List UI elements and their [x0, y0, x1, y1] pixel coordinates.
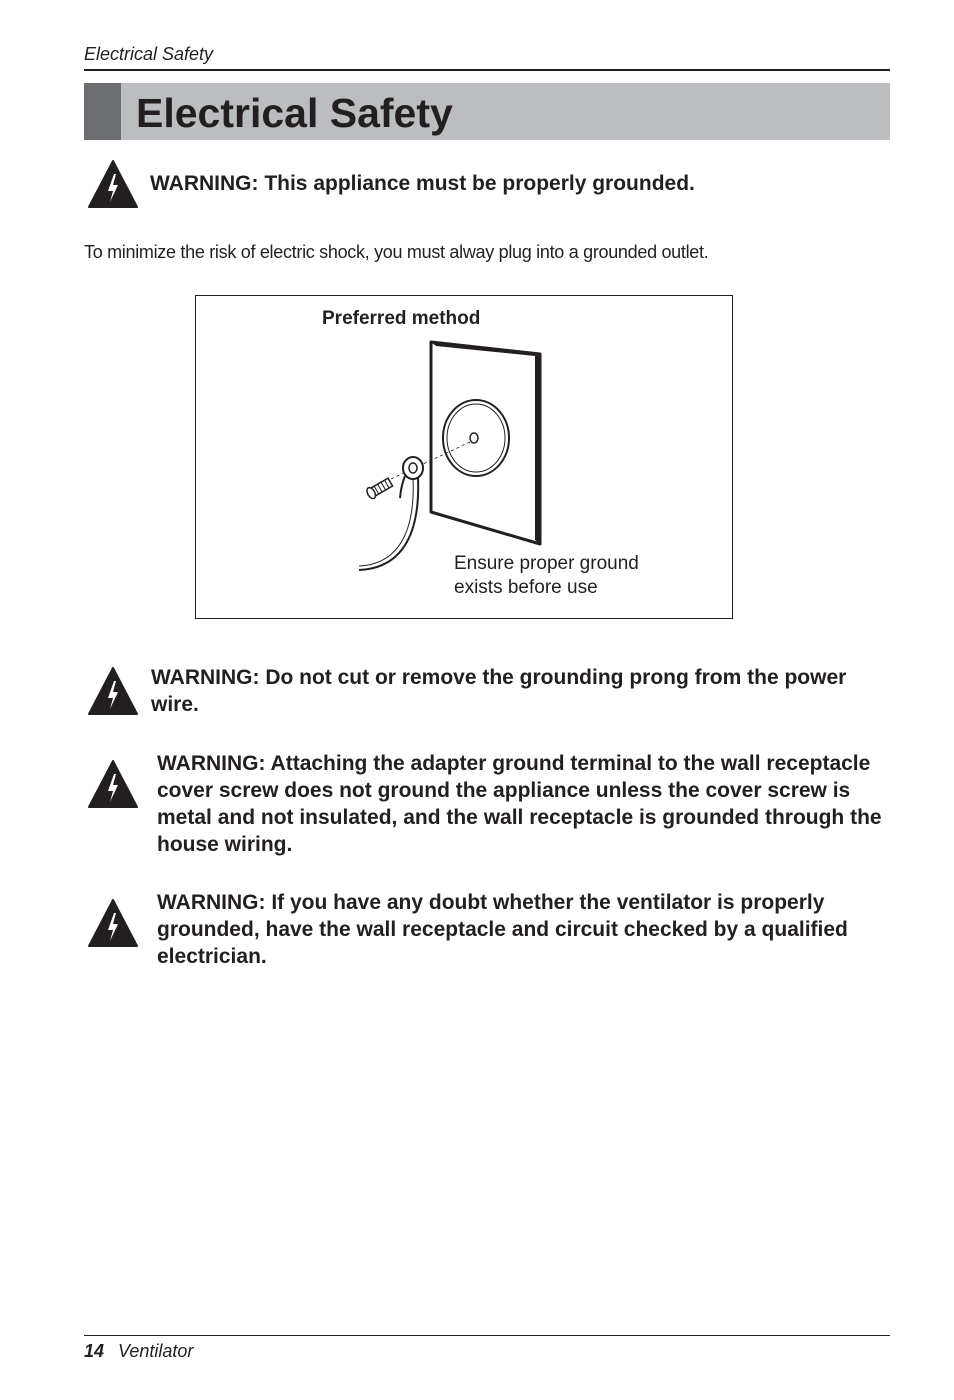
page-title: Electrical Safety: [136, 90, 453, 136]
warning-qualified-electrician: WARNING: If you have any doubt whether the ventilator is properly grounded, have the wall receptacle and circuit checked by a qualified electrician.: [157, 891, 848, 968]
figure-caption-line2: exists before use: [454, 577, 598, 598]
footer-divider: [84, 1335, 890, 1336]
electric-shock-warning-icon: [88, 160, 138, 208]
figure-caption: [454, 552, 639, 600]
figure-caption-line1: Ensure proper ground: [454, 553, 639, 574]
page-number: 14: [84, 1341, 105, 1361]
screw-icon: [365, 477, 393, 500]
title-band: [84, 83, 890, 140]
header-divider: [84, 69, 890, 71]
footer-product: Ventilator: [118, 1341, 194, 1361]
electric-shock-warning-icon: [88, 899, 138, 947]
warning-grounded: WARNING: This appliance must be properly grounded.: [150, 172, 695, 195]
preferred-method-figure: [195, 295, 733, 619]
footer: [84, 1341, 193, 1362]
electric-shock-warning-icon: [88, 667, 138, 715]
electric-shock-warning-icon: [88, 760, 138, 808]
title-accent-block: [84, 83, 121, 140]
warning-adapter-terminal: WARNING: Attaching the adapter ground terminal to the wall receptacle cover screw does not ground the appliance unless the cover screw is metal and not insulated, and the wall receptacle is grounded through the house wiring.: [157, 752, 882, 856]
header-section-label: Electrical Safety: [84, 44, 214, 64]
ground-terminal-icon: [400, 457, 423, 498]
figure-heading: Preferred method: [322, 308, 481, 329]
warning-grounding-prong: WARNING: Do not cut or remove the grounding prong from the power wire.: [151, 666, 847, 716]
intro-text: To minimize the risk of electric shock, you must alway plug into a grounded outlet.: [84, 242, 709, 262]
